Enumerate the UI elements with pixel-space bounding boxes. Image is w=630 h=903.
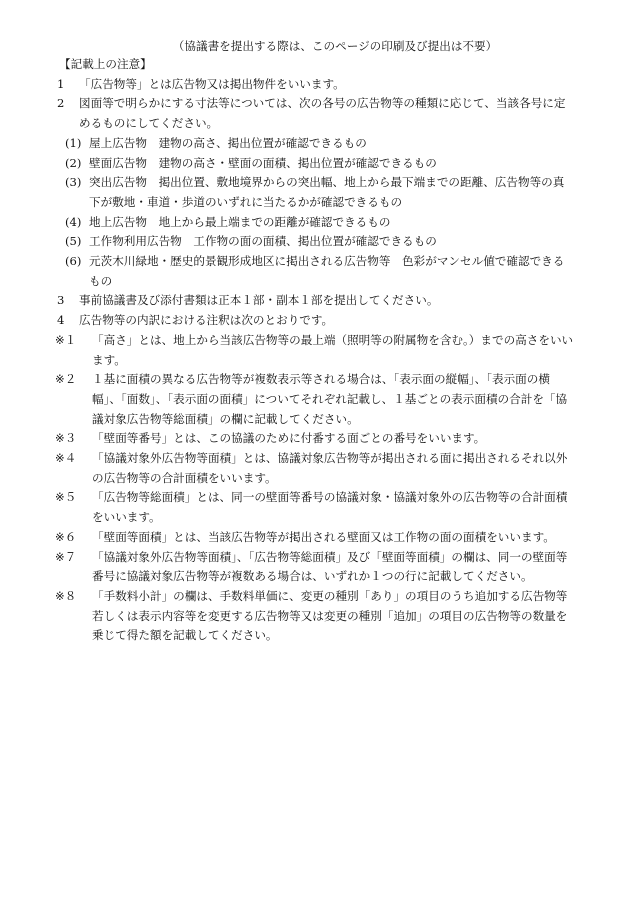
sub-list-item	[55, 213, 575, 233]
list-item	[55, 75, 575, 95]
sub-item-text: 地上広告物 地上から最上端までの距離が確認できるもの	[89, 214, 391, 229]
sub-item-text: 突出広告物 掲出位置、敷地境界からの突出幅、地上から最下端までの距離、広告物等の真下が敷地・車道・歩道のいずれに当たるかが確認できるもの	[89, 175, 565, 209]
footnote-text: 「手数料小計」の欄は、手数料単価に、変更の種別「あり」の項目のうち追加する広告物等若しくは表示内容等を変更する広告物等又は変更の種別「追加」の項目の広告物等の数量を乗じて得た額を記載してください。	[92, 588, 568, 643]
sub-item-number: (3)	[65, 175, 82, 190]
sub-list-item	[55, 173, 575, 212]
sub-item-number: (6)	[65, 254, 82, 269]
footnote-item	[55, 488, 575, 527]
sub-item-number: (4)	[65, 214, 82, 229]
sub-list-item	[55, 134, 575, 154]
sub-item-text: 屋上広告物 建物の高さ、掲出位置が確認できるもの	[89, 135, 367, 150]
instructions-body	[55, 55, 575, 646]
list-item	[55, 94, 575, 133]
list-item	[55, 291, 575, 311]
footnote-item	[55, 587, 575, 646]
sub-item-number: (5)	[65, 234, 82, 249]
item-number: 2	[57, 96, 65, 111]
item-text: 広告物等の内訳における注釈は次のとおりです。	[79, 313, 334, 328]
item-number: 3	[57, 293, 65, 308]
footnote-text: 「壁面等番号」とは、この協議のために付番する面ごとの番号をいいます。	[92, 431, 486, 446]
footnote-text: 「広告物等総面積」とは、同一の壁面等番号の協議対象・協議対象外の広告物等の合計面積をいいます。	[92, 490, 568, 525]
footnote-text: 「壁面等面積」とは、当該広告物等が掲出される壁面又は工作物の面の面積をいいます。	[92, 529, 555, 544]
section-title: 【記載上の注意】	[59, 57, 152, 71]
item-text: 図面等で明らかにする寸法等については、次の各号の広告物等の種類に応じて、当該各号に定めるものにしてください。	[79, 96, 566, 131]
footnote-item	[55, 370, 575, 429]
sub-item-number: (2)	[65, 155, 82, 170]
footnote-text: １基に面積の異なる広告物等が複数表示等される場合は、「表示面の縦幅」、「表示面の横幅」、「面数」、「表示面の面積」についてそれぞれ記載し、１基ごとの表示面積の合計を「協議対象広告物等総面積」の欄に記載してください。	[92, 372, 568, 426]
footnote-marker: ※２	[55, 372, 77, 387]
page-header-note: （協議書を提出する際は、このページの印刷及び提出は不要）	[172, 39, 498, 53]
item-number: 1	[57, 76, 65, 91]
footnote-marker: ※６	[55, 529, 77, 544]
footnote-marker: ※３	[55, 431, 77, 446]
footnote-item	[55, 528, 575, 548]
footnote-marker: ※８	[55, 588, 77, 603]
footnote-item	[55, 449, 575, 488]
item-text: 「広告物等」とは広告物又は掲出物件をいいます。	[79, 76, 345, 91]
sub-list-item	[55, 154, 575, 174]
sub-item-text: 工作物利用広告物 工作物の面の面積、掲出位置が確認できるもの	[89, 234, 437, 249]
footnote-text: 「協議対象外広告物等面積」とは、協議対象広告物等が掲出される面に掲出されるそれ以外の広告物等の合計面積をいいます。	[92, 451, 568, 485]
sub-item-number: (1)	[65, 135, 82, 150]
item-number: 4	[57, 313, 65, 328]
sub-item-text: 壁面広告物 建物の高さ・壁面の面積、掲出位置が確認できるもの	[89, 155, 437, 170]
footnote-item	[55, 331, 575, 370]
footnote-marker: ※１	[55, 332, 77, 347]
sub-item-text: 元茨木川緑地・歴史的景観形成地区に掲出される広告物等 色彩がマンセル値で確認できるもの	[89, 254, 565, 288]
footnote-text: 「協議対象外広告物等面積」、「広告物等総面積」及び「壁面等面積」の欄は、同一の壁面等番号に協議対象広告物等が複数ある場合は、いずれか１つの行に記載してください。	[92, 549, 568, 584]
item-text: 事前協議書及び添付書類は正本１部・副本１部を提出してください。	[79, 293, 439, 308]
footnote-item	[55, 548, 575, 587]
footnote-marker: ※５	[55, 490, 77, 505]
footnote-marker: ※７	[55, 549, 77, 564]
sub-list-item	[55, 232, 575, 252]
footnote-item	[55, 429, 575, 449]
footnote-text: 「高さ」とは、地上から当該広告物等の最上端（照明等の附属物を含む。）までの高さをいいます。	[92, 332, 574, 367]
footnote-marker: ※４	[55, 451, 77, 466]
list-item	[55, 311, 575, 331]
sub-list-item	[55, 252, 575, 291]
